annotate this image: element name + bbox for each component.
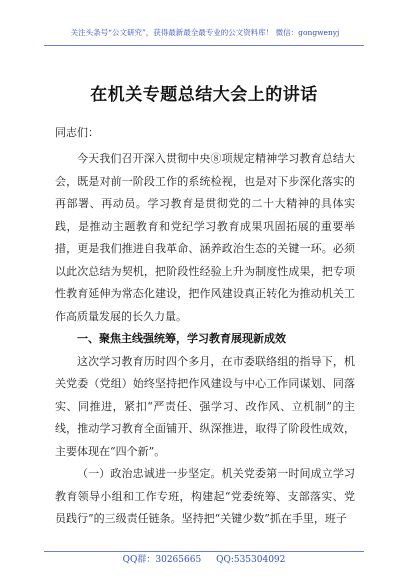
footer-qq-group: QQ群：30265665	[122, 555, 202, 565]
body-paragraph: （一）政治忠诚进一步坚定。机关党委第一时间成立学习教育领导小组和工作专班，构建起“党委统筹、支部落实、党员践行”的三级责任链条。坚持把“关键少数”抓在手里，班子	[55, 467, 355, 525]
document-title: 在机关专题总结大会上的讲话	[90, 85, 318, 105]
footer-divider	[44, 551, 364, 552]
body-paragraph: 今天我们召开深入贯彻中央⑧项规定精神学习教育总结大会，既是对前一阶段工作的系统检视，也是对下步深化落实的再部署、再动员。学习教育是贯彻党的二十大精神的具体实践，是推动主题教育和党纪学习教育成果巩固拓展的重要举措，更是我们推进自我革命、涵养政治生态的关键一环。必须以此次总结为契机，把阶段性经验上升为制度性成果，把专项性教育延伸为常态化建设，把作风建设真正转化为推动机关工作高质量发展的长久力量。	[55, 152, 355, 323]
salutation: 同志们：	[55, 126, 99, 139]
header-banner: 关注头条号“公文研究”，获得最新最全最专业的公文资料库！ 微信：gongwenyj	[70, 28, 340, 37]
footer	[30, 554, 378, 566]
document-body	[55, 148, 355, 531]
body-paragraph: 这次学习教育历时四个多月，在市委联络组的指导下，机关党委（党组）始终坚持把作风建设与中心工作同谋划、同落实、同推进，紧扣“严责任、强学习、改作风、立机制”的主线，推动学习教育全面铺开、纵深推进，取得了阶段性成效，主要体现在“四个新”。	[55, 354, 355, 458]
footer-qq: QQ:535304092	[216, 555, 286, 565]
section-heading: 一、聚焦主线强统筹，学习教育展现新成效	[77, 332, 286, 345]
header-divider	[44, 45, 364, 46]
